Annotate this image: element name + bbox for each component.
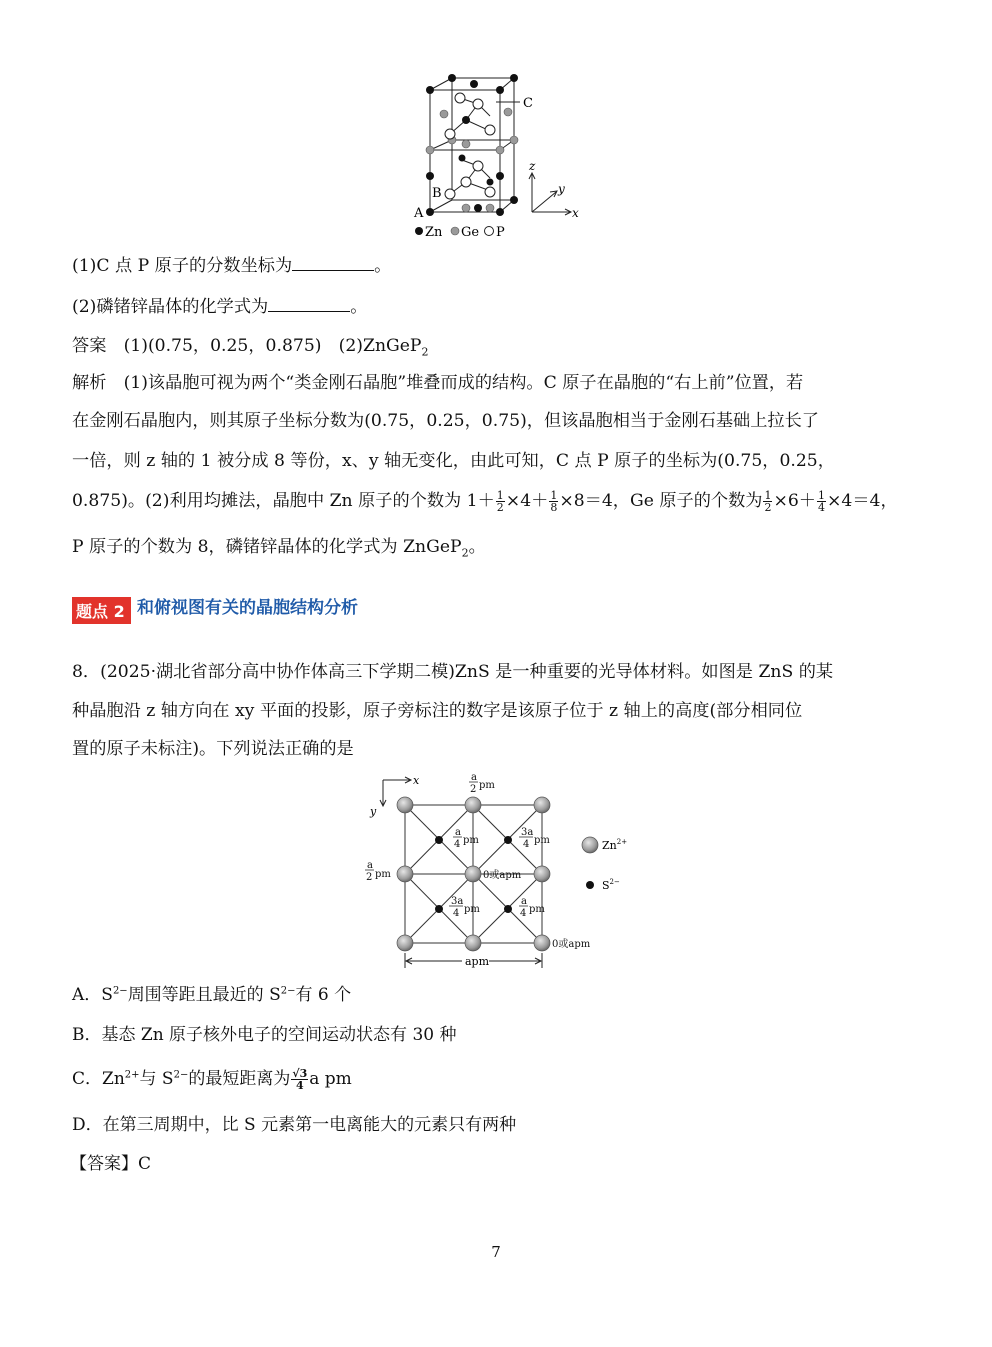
zn-atom	[462, 116, 470, 124]
topic-title: 和俯视图有关的晶胞结构分析	[137, 598, 358, 618]
zn-atom	[426, 208, 434, 216]
ge-atom	[426, 146, 434, 154]
label-a4-num: a	[455, 827, 461, 838]
zn-atom	[510, 196, 518, 204]
fraction: $\frac{1}{4}$	[818, 489, 825, 514]
legend-zn-label: $Zn^{2+}$	[602, 838, 628, 852]
topic-tag: 题点 2	[72, 597, 131, 624]
s-ion	[435, 905, 443, 913]
q8-answer: 【答案】C	[70, 1154, 152, 1174]
zn-atom	[496, 172, 504, 180]
proj-axis-x: x	[413, 774, 420, 787]
zn-atom	[459, 155, 466, 162]
legend-zn-dot	[415, 227, 423, 235]
label-left-unit: pm	[375, 869, 391, 880]
s-ion	[504, 905, 512, 913]
p-atom	[473, 161, 483, 171]
cell-frame	[430, 78, 520, 212]
answer-blank	[292, 254, 374, 271]
label-3a4-num: 3a	[521, 827, 534, 838]
p-atom	[445, 129, 455, 139]
zn-ion	[465, 935, 481, 951]
p-atom	[473, 99, 483, 109]
ge-atom	[440, 110, 448, 118]
q7-analysis-line-1: 解析 (1)该晶胞可视为两个“类金刚石晶胞”堆叠而成的结构。C 原子在晶胞的“右上前”位置，若	[72, 373, 804, 393]
dimension-label: apm	[465, 955, 490, 968]
label-left-den: 2	[366, 872, 373, 883]
zn-ion	[465, 797, 481, 813]
legend-ge: Ge	[461, 225, 480, 240]
fraction: $\frac{√3}{4}$	[292, 1067, 308, 1092]
q7-answer: 答案 (1)(0.75，0.25，0.875) (2)ZnGeP$_2$	[72, 336, 429, 359]
zn-atom	[448, 74, 456, 82]
legend-s-label: $S^{2-}$	[602, 878, 620, 892]
label-a4-den: 4	[454, 839, 461, 850]
q8-stem-line-3: 置的原子未标注)。下列说法正确的是	[72, 739, 354, 759]
zn-ion	[397, 935, 413, 951]
legend-ge-dot	[451, 227, 459, 235]
fraction: $\frac{1}{2}$	[496, 489, 504, 514]
q7-analysis-line-5: P 原子的个数为 8，磷锗锌晶体的化学式为 ZnGeP$_2$。	[72, 537, 486, 560]
zn-ion	[465, 866, 481, 882]
fraction: $\frac{1}{8}$	[550, 489, 558, 514]
zn-atom	[426, 172, 434, 180]
label-left-num: a	[367, 860, 373, 871]
label-3a4-den-b: 4	[453, 908, 460, 919]
label-top-den: 2	[470, 784, 477, 795]
q8-stem-line-1: 8．(2025·湖北省部分高中协作体高三下学期二模)ZnS 是一种重要的光导体材料。如图是 ZnS 的某	[72, 662, 834, 682]
zn-atom	[496, 208, 504, 216]
ge-atom	[504, 108, 512, 116]
option-b: B．基态 Zn 原子核外电子的空间运动状态有 30 种	[72, 1025, 457, 1045]
axis-x-label: x	[572, 206, 579, 220]
q7-analysis-line-4: 0.875)。(2)利用均摊法，晶胞中 Zn 原子的个数为 1＋ $\frac{1}{2}$ ×4＋ $\frac{1}{8}$ ×8＝4，Ge 原子的个数为 $\frac{1}{2}$ ×6＋ $\frac{1}{4}$ ×4＝4，	[72, 489, 898, 514]
zn-atom	[510, 74, 518, 82]
legend-p-dot	[485, 227, 494, 236]
label-3a4-unit-b: pm	[464, 904, 480, 915]
p-atom	[461, 177, 471, 187]
q7-part1: (1)C 点 P 原子的分数坐标为 。	[72, 256, 392, 276]
axis-z-label: z	[529, 159, 536, 173]
label-a4-unit: pm	[463, 835, 479, 846]
p-atom	[485, 125, 495, 135]
p-atom	[455, 93, 465, 103]
label-3a4-unit: pm	[534, 835, 550, 846]
p-atom	[485, 187, 495, 197]
q7-part2: (2)磷锗锌晶体的化学式为 。	[72, 297, 368, 317]
label-a: A	[414, 206, 424, 221]
fraction: $\frac{1}{2}$	[764, 489, 772, 514]
legend-zn-sphere	[582, 837, 598, 853]
label-3a4-num-b: 3a	[451, 896, 464, 907]
legend-s-dot	[586, 881, 594, 889]
zns-projection-figure	[355, 770, 635, 975]
ge-atom	[486, 204, 494, 212]
label-center: 0或apm	[483, 870, 522, 881]
label-top-num: a	[471, 772, 477, 783]
proj-axis-y: y	[370, 805, 377, 818]
option-d: D．在第三周期中，比 S 元素第一电离能大的元素只有两种	[72, 1115, 517, 1135]
ge-atom	[496, 146, 504, 154]
zn-ion	[397, 797, 413, 813]
zn-atom	[496, 86, 504, 94]
q7-analysis-line-2: 在金刚石晶胞内，则其原子坐标分数为(0.75，0.25，0.75)，但该晶胞相当于金刚石基础上拉长了	[72, 411, 819, 431]
label-corner: 0或apm	[552, 939, 591, 950]
s-ion	[435, 836, 443, 844]
p-atom	[445, 189, 455, 199]
zn-ion	[534, 866, 550, 882]
zn-ion	[397, 866, 413, 882]
zn-ion	[534, 935, 550, 951]
zn-atom	[470, 80, 478, 88]
q8-stem-line-2: 种晶胞沿 z 轴方向在 xy 平面的投影，原子旁标注的数字是该原子位于 z 轴上的高度(部分相同位	[72, 701, 803, 721]
answer-blank	[268, 295, 350, 312]
legend-p: P	[496, 225, 505, 240]
zn-atom	[426, 86, 434, 94]
q7-analysis-line-3: 一倍，则 z 轴的 1 被分成 8 等份，x、y 轴无变化，由此可知，C 点 P 原子的坐标为(0.75，0.25，	[72, 451, 835, 471]
label-3a4-den: 4	[523, 839, 530, 850]
page-number: 7	[491, 1243, 501, 1261]
ge-atom	[510, 136, 518, 144]
zn-atom	[474, 204, 482, 212]
label-a4-den-b: 4	[520, 908, 527, 919]
ge-atom	[462, 140, 470, 148]
label-a4-num-b: a	[521, 896, 527, 907]
axis-y-label: y	[558, 182, 565, 196]
label-a4-unit-b: pm	[529, 904, 545, 915]
label-top-unit: pm	[479, 780, 495, 791]
label-b: B	[432, 186, 442, 201]
option-a: A．$S^{2-}$周围等距且最近的 $S^{2-}$有 6 个	[72, 985, 352, 1005]
option-c: C．$Zn^{2+}$与 $S^{2-}$的最短距离为 $\frac{√3}{4}$ a pm	[72, 1067, 352, 1092]
label-c: C	[523, 96, 533, 111]
legend-zn: Zn	[425, 225, 443, 240]
zn-atom	[487, 179, 494, 186]
s-ion	[504, 836, 512, 844]
crystal-cell-figure	[405, 68, 595, 243]
ge-atom	[462, 204, 470, 212]
zn-ion	[534, 797, 550, 813]
